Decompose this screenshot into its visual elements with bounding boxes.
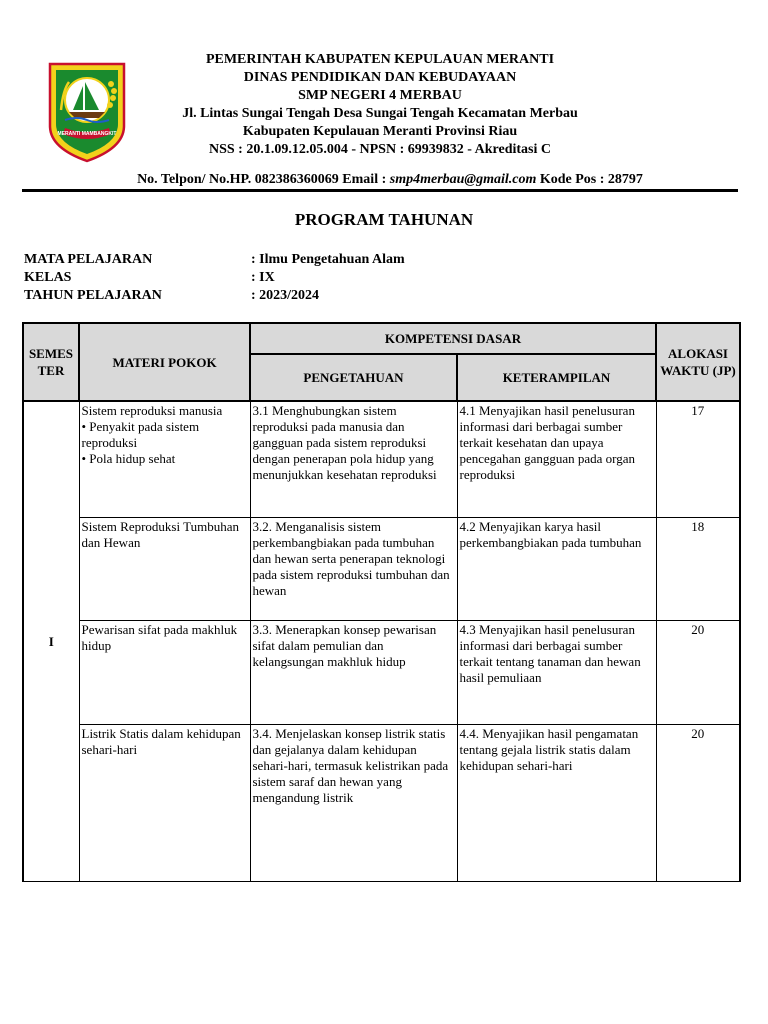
materi-bullet: • Penyakit pada sistem reproduksi bbox=[81, 419, 200, 450]
header-materi-pokok: MATERI POKOK bbox=[79, 323, 250, 401]
materi-title: Sistem reproduksi manusia bbox=[81, 403, 223, 418]
header-government-line: PEMERINTAH KABUPATEN KEPULAUAN MERANTI bbox=[205, 52, 555, 67]
table-row bbox=[23, 724, 740, 881]
keterampilan-cell: 4.3 Menyajikan hasil penelusuran informasi dari berbagai sumber terkait tentang tanaman dan hewan hasil pemuliaan bbox=[457, 620, 656, 724]
header-contact-line bbox=[60, 171, 720, 189]
regency-emblem-logo bbox=[47, 60, 127, 164]
meta-label: TAHUN PELAJARAN bbox=[24, 288, 162, 303]
annual-program-table bbox=[22, 322, 741, 882]
header-semester: SEMES TER bbox=[23, 323, 79, 401]
keterampilan-cell: 4.1 Menyajikan hasil penelusuran informasi dari berbagai sumber terkait kesehatan dan upaya pencegahan gangguan pada organ reproduksi bbox=[457, 401, 656, 517]
materi-cell bbox=[79, 401, 250, 517]
meta-value: : IX bbox=[251, 270, 275, 285]
table-row bbox=[23, 517, 740, 620]
materi-bullet: • Pola hidup sehat bbox=[81, 451, 176, 466]
header-keterampilan: KETERAMPILAN bbox=[457, 354, 656, 401]
table-row bbox=[23, 620, 740, 724]
contact-phone: No. Telpon/ No.HP. 082386360069 Email : bbox=[137, 172, 390, 187]
keterampilan-cell: 4.2 Menyajikan karya hasil perkembangbiakan pada tumbuhan bbox=[457, 517, 656, 620]
materi-cell: Listrik Statis dalam kehidupan sehari-hari bbox=[79, 724, 250, 881]
pengetahuan-cell: 3.1 Menghubungkan sistem reproduksi pada manusia dan gangguan pada sistem reproduksi dengan penerapan pola hidup yang menunjukkan kesehatan reproduksi bbox=[250, 401, 457, 517]
meta-label: MATA PELAJARAN bbox=[24, 252, 153, 267]
header-divider bbox=[22, 189, 738, 192]
header-department-line: DINAS PENDIDIKAN DAN KEBUDAYAAN bbox=[243, 70, 517, 85]
letterhead bbox=[0, 0, 768, 190]
header-alokasi-waktu: ALOKASI WAKTU (JP) bbox=[656, 323, 740, 401]
meta-label: KELAS bbox=[24, 270, 72, 285]
contact-postcode: Kode Pos : 28797 bbox=[536, 172, 643, 187]
svg-text:MERANTI MAMBANGKIT: MERANTI MAMBANGKIT bbox=[57, 131, 117, 137]
meta-value: : Ilmu Pengetahuan Alam bbox=[251, 252, 405, 267]
document-title: PROGRAM TAHUNAN bbox=[294, 210, 474, 229]
materi-cell: Sistem Reproduksi Tumbuhan dan Hewan bbox=[79, 517, 250, 620]
jp-cell: 20 bbox=[656, 620, 740, 724]
keterampilan-cell: 4.4. Menyajikan hasil pengamatan tentang gejala listrik statis dalam kehidupan sehari-hari bbox=[457, 724, 656, 881]
pengetahuan-cell: 3.2. Menganalisis sistem perkembangbiakan pada tumbuhan dan hewan serta penerapan teknologi pada sistem reproduksi tumbuhan dan hewan bbox=[250, 517, 457, 620]
contact-email-link[interactable]: smp4merbau@gmail.com bbox=[389, 172, 537, 187]
pengetahuan-cell: 3.3. Menerapkan konsep pewarisan sifat dalam pemulian dan kelangsungan makhluk hidup bbox=[250, 620, 457, 724]
semester-cell: I bbox=[23, 401, 79, 881]
jp-cell: 18 bbox=[656, 517, 740, 620]
pengetahuan-cell: 3.4. Menjelaskan konsep listrik statis dan gejalanya dalam kehidupan sehari-hari, termasuk kelistrikan pada sistem saraf dan hewan yang mengandung listrik bbox=[250, 724, 457, 881]
jp-cell: 20 bbox=[656, 724, 740, 881]
header-region-line: Kabupaten Kepulauan Meranti Provinsi Riau bbox=[242, 124, 518, 139]
header-pengetahuan: PENGETAHUAN bbox=[250, 354, 457, 401]
header-school-name: SMP NEGERI 4 MERBAU bbox=[298, 88, 462, 103]
header-kompetensi-dasar: KOMPETENSI DASAR bbox=[250, 323, 656, 354]
header-address-line: Jl. Lintas Sungai Tengah Desa Sungai Tengah Kecamatan Merbau bbox=[182, 106, 578, 121]
meta-value: : 2023/2024 bbox=[251, 288, 320, 303]
materi-cell: Pewarisan sifat pada makhluk hidup bbox=[79, 620, 250, 724]
table-row bbox=[23, 401, 740, 517]
jp-cell: 17 bbox=[656, 401, 740, 517]
header-identifiers-line: NSS : 20.1.09.12.05.004 - NPSN : 69939832 - Akreditasi C bbox=[209, 142, 551, 157]
